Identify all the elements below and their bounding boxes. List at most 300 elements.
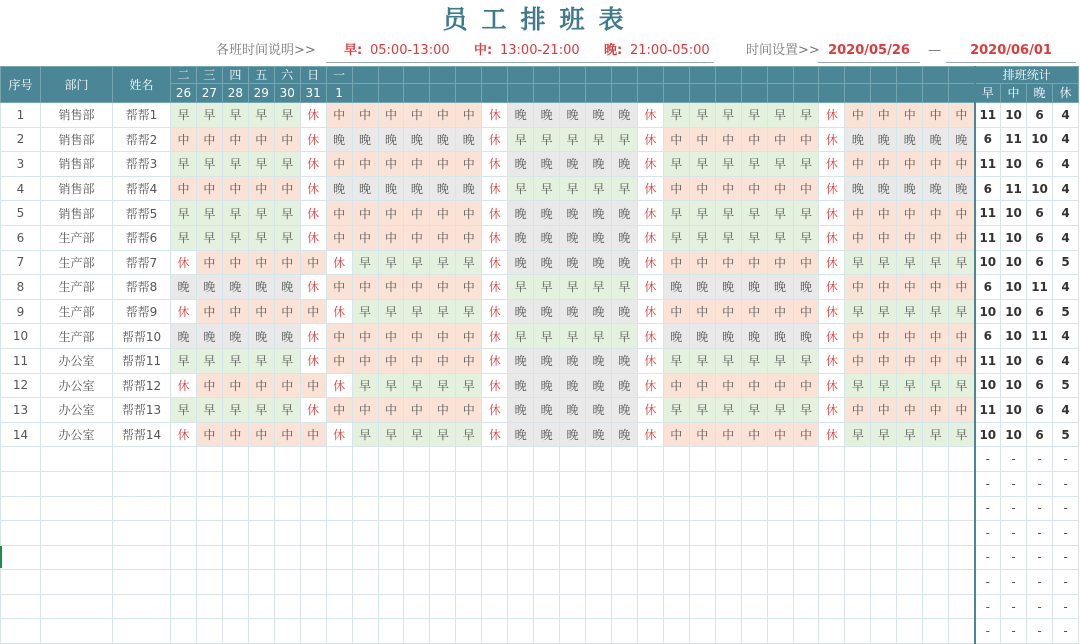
shift-cell[interactable]: 休 <box>482 127 508 152</box>
shift-cell[interactable]: 中 <box>352 324 378 349</box>
empty-cell[interactable] <box>300 521 326 546</box>
empty-cell[interactable] <box>1 496 41 521</box>
shift-cell[interactable]: 中 <box>326 398 352 423</box>
shift-cell[interactable]: 中 <box>715 250 741 275</box>
empty-cell[interactable] <box>456 545 482 570</box>
shift-cell[interactable]: 早 <box>767 348 793 373</box>
empty-cell[interactable] <box>663 594 689 619</box>
shift-cell[interactable]: 休 <box>482 348 508 373</box>
empty-cell[interactable] <box>404 619 430 644</box>
empty-cell[interactable] <box>949 521 975 546</box>
shift-cell[interactable]: 中 <box>871 398 897 423</box>
shift-cell[interactable]: 中 <box>326 225 352 250</box>
empty-cell[interactable] <box>274 496 300 521</box>
empty-cell[interactable] <box>41 447 113 472</box>
shift-cell[interactable]: 晚 <box>949 127 975 152</box>
empty-cell[interactable] <box>819 471 845 496</box>
shift-cell[interactable]: 中 <box>404 103 430 128</box>
empty-cell[interactable] <box>793 570 819 595</box>
shift-cell[interactable]: 晚 <box>560 398 586 423</box>
shift-cell[interactable]: 晚 <box>611 201 637 226</box>
shift-cell[interactable]: 晚 <box>586 250 612 275</box>
shift-cell[interactable]: 早 <box>611 127 637 152</box>
empty-cell[interactable] <box>352 619 378 644</box>
shift-cell[interactable]: 早 <box>352 299 378 324</box>
empty-cell[interactable] <box>663 521 689 546</box>
shift-cell[interactable]: 中 <box>897 398 923 423</box>
shift-cell[interactable]: 早 <box>196 225 222 250</box>
shift-cell[interactable]: 中 <box>767 127 793 152</box>
empty-cell[interactable] <box>534 521 560 546</box>
shift-cell[interactable]: 休 <box>819 324 845 349</box>
shift-cell[interactable]: 中 <box>352 225 378 250</box>
shift-cell[interactable]: 中 <box>871 225 897 250</box>
shift-cell[interactable]: 晚 <box>897 176 923 201</box>
shift-cell[interactable]: 中 <box>404 324 430 349</box>
shift-cell[interactable]: 早 <box>352 373 378 398</box>
shift-cell[interactable]: 早 <box>715 225 741 250</box>
empty-cell[interactable] <box>845 619 871 644</box>
shift-cell[interactable]: 晚 <box>611 250 637 275</box>
shift-cell[interactable]: 休 <box>637 373 663 398</box>
shift-cell[interactable]: 中 <box>430 324 456 349</box>
empty-cell[interactable] <box>586 545 612 570</box>
shift-cell[interactable]: 中 <box>897 324 923 349</box>
shift-cell[interactable]: 中 <box>923 103 949 128</box>
end-date-field[interactable]: 2020/06/01 <box>946 40 1076 63</box>
shift-cell[interactable]: 晚 <box>871 176 897 201</box>
empty-cell[interactable] <box>560 496 586 521</box>
empty-cell[interactable] <box>637 496 663 521</box>
shift-cell[interactable]: 晚 <box>534 422 560 447</box>
shift-cell[interactable]: 早 <box>586 275 612 300</box>
shift-cell[interactable]: 中 <box>300 299 326 324</box>
empty-cell[interactable] <box>871 619 897 644</box>
empty-cell[interactable] <box>689 521 715 546</box>
shift-cell[interactable]: 中 <box>949 324 975 349</box>
empty-cell[interactable] <box>113 521 171 546</box>
shift-cell[interactable]: 中 <box>767 250 793 275</box>
empty-cell[interactable] <box>741 594 767 619</box>
shift-cell[interactable]: 中 <box>404 201 430 226</box>
shift-cell[interactable]: 中 <box>741 299 767 324</box>
empty-cell[interactable] <box>534 594 560 619</box>
shift-cell[interactable]: 晚 <box>586 348 612 373</box>
shift-cell[interactable]: 中 <box>430 152 456 177</box>
shift-cell[interactable]: 休 <box>637 324 663 349</box>
empty-cell[interactable] <box>300 447 326 472</box>
empty-cell[interactable] <box>456 619 482 644</box>
shift-cell[interactable]: 晚 <box>508 299 534 324</box>
shift-cell[interactable]: 早 <box>274 201 300 226</box>
shift-cell[interactable]: 中 <box>404 152 430 177</box>
empty-cell[interactable] <box>378 496 404 521</box>
shift-cell[interactable]: 中 <box>300 250 326 275</box>
shift-cell[interactable]: 中 <box>923 398 949 423</box>
empty-cell[interactable] <box>196 496 222 521</box>
empty-cell[interactable] <box>378 570 404 595</box>
empty-cell[interactable] <box>611 570 637 595</box>
shift-cell[interactable]: 休 <box>482 422 508 447</box>
empty-cell[interactable] <box>1 521 41 546</box>
shift-cell[interactable]: 中 <box>352 348 378 373</box>
shift-cell[interactable]: 晚 <box>663 275 689 300</box>
empty-cell[interactable] <box>715 471 741 496</box>
shift-cell[interactable]: 中 <box>897 152 923 177</box>
shift-cell[interactable]: 早 <box>663 103 689 128</box>
empty-cell[interactable] <box>637 570 663 595</box>
shift-cell[interactable]: 早 <box>404 250 430 275</box>
empty-cell[interactable] <box>560 545 586 570</box>
shift-cell[interactable]: 休 <box>300 225 326 250</box>
empty-cell[interactable] <box>715 496 741 521</box>
shift-cell[interactable]: 早 <box>560 127 586 152</box>
empty-cell[interactable] <box>171 594 197 619</box>
shift-cell[interactable]: 早 <box>248 201 274 226</box>
shift-cell[interactable]: 中 <box>663 373 689 398</box>
shift-cell[interactable]: 早 <box>171 201 197 226</box>
shift-cell[interactable]: 中 <box>845 324 871 349</box>
shift-cell[interactable]: 中 <box>767 373 793 398</box>
shift-cell[interactable]: 早 <box>923 373 949 398</box>
shift-cell[interactable]: 晚 <box>430 127 456 152</box>
empty-cell[interactable] <box>1 545 41 570</box>
empty-cell[interactable] <box>793 594 819 619</box>
shift-cell[interactable]: 早 <box>222 348 248 373</box>
shift-cell[interactable]: 早 <box>871 422 897 447</box>
shift-cell[interactable]: 中 <box>248 250 274 275</box>
empty-cell[interactable] <box>897 594 923 619</box>
shift-cell[interactable]: 早 <box>871 373 897 398</box>
shift-cell[interactable]: 中 <box>897 348 923 373</box>
empty-cell[interactable] <box>767 594 793 619</box>
empty-cell[interactable] <box>430 545 456 570</box>
shift-cell[interactable]: 休 <box>819 201 845 226</box>
shift-cell[interactable]: 中 <box>793 422 819 447</box>
empty-cell[interactable] <box>689 570 715 595</box>
shift-cell[interactable]: 中 <box>196 127 222 152</box>
shift-cell[interactable]: 晚 <box>586 225 612 250</box>
shift-cell[interactable]: 中 <box>352 398 378 423</box>
empty-cell[interactable] <box>378 619 404 644</box>
shift-cell[interactable]: 晚 <box>560 299 586 324</box>
shift-cell[interactable]: 晚 <box>508 373 534 398</box>
shift-cell[interactable]: 早 <box>689 225 715 250</box>
shift-cell[interactable]: 晚 <box>560 225 586 250</box>
shift-cell[interactable]: 晚 <box>586 422 612 447</box>
shift-cell[interactable]: 中 <box>897 275 923 300</box>
shift-cell[interactable]: 休 <box>637 299 663 324</box>
shift-cell[interactable]: 晚 <box>689 275 715 300</box>
empty-cell[interactable] <box>326 619 352 644</box>
shift-cell[interactable]: 早 <box>196 348 222 373</box>
empty-cell[interactable] <box>404 496 430 521</box>
shift-cell[interactable]: 早 <box>352 250 378 275</box>
empty-cell[interactable] <box>923 496 949 521</box>
empty-cell[interactable] <box>378 545 404 570</box>
shift-cell[interactable]: 早 <box>767 225 793 250</box>
empty-cell[interactable] <box>430 447 456 472</box>
shift-cell[interactable]: 早 <box>248 103 274 128</box>
shift-cell[interactable]: 早 <box>741 348 767 373</box>
empty-cell[interactable] <box>508 545 534 570</box>
shift-cell[interactable]: 晚 <box>508 103 534 128</box>
empty-cell[interactable] <box>897 545 923 570</box>
shift-cell[interactable]: 早 <box>534 275 560 300</box>
shift-cell[interactable]: 中 <box>274 299 300 324</box>
shift-cell[interactable]: 中 <box>274 250 300 275</box>
shift-cell[interactable]: 中 <box>430 225 456 250</box>
empty-cell[interactable] <box>845 447 871 472</box>
shift-cell[interactable]: 中 <box>300 422 326 447</box>
shift-cell[interactable]: 早 <box>611 176 637 201</box>
empty-cell[interactable] <box>300 594 326 619</box>
empty-cell[interactable] <box>352 496 378 521</box>
shift-cell[interactable]: 早 <box>248 398 274 423</box>
empty-cell[interactable] <box>222 471 248 496</box>
shift-cell[interactable]: 早 <box>845 422 871 447</box>
shift-cell[interactable]: 早 <box>793 152 819 177</box>
empty-cell[interactable] <box>741 570 767 595</box>
shift-cell[interactable]: 中 <box>715 373 741 398</box>
shift-cell[interactable]: 晚 <box>560 422 586 447</box>
shift-cell[interactable]: 早 <box>378 299 404 324</box>
shift-cell[interactable]: 晚 <box>715 275 741 300</box>
shift-cell[interactable]: 休 <box>326 250 352 275</box>
shift-cell[interactable]: 晚 <box>586 103 612 128</box>
shift-cell[interactable]: 中 <box>300 373 326 398</box>
shift-cell[interactable]: 早 <box>741 398 767 423</box>
shift-cell[interactable]: 早 <box>430 422 456 447</box>
shift-cell[interactable]: 中 <box>923 152 949 177</box>
shift-cell[interactable]: 晚 <box>378 127 404 152</box>
shift-cell[interactable]: 中 <box>430 348 456 373</box>
empty-cell[interactable] <box>378 594 404 619</box>
empty-cell[interactable] <box>41 619 113 644</box>
shift-cell[interactable]: 中 <box>404 275 430 300</box>
shift-cell[interactable]: 晚 <box>508 348 534 373</box>
empty-cell[interactable] <box>949 447 975 472</box>
shift-cell[interactable]: 晚 <box>611 422 637 447</box>
empty-cell[interactable] <box>663 496 689 521</box>
shift-cell[interactable]: 中 <box>663 176 689 201</box>
shift-cell[interactable]: 晚 <box>508 201 534 226</box>
start-date-field[interactable]: 2020/05/26 <box>818 40 920 63</box>
empty-cell[interactable] <box>171 471 197 496</box>
shift-cell[interactable]: 休 <box>482 250 508 275</box>
shift-cell[interactable]: 休 <box>637 348 663 373</box>
empty-cell[interactable] <box>41 521 113 546</box>
shift-cell[interactable]: 早 <box>663 398 689 423</box>
shift-cell[interactable]: 休 <box>819 373 845 398</box>
shift-cell[interactable]: 中 <box>741 422 767 447</box>
empty-cell[interactable] <box>113 447 171 472</box>
shift-cell[interactable]: 休 <box>637 398 663 423</box>
shift-cell[interactable]: 早 <box>923 422 949 447</box>
shift-cell[interactable]: 休 <box>819 152 845 177</box>
shift-cell[interactable]: 休 <box>482 373 508 398</box>
empty-cell[interactable] <box>611 471 637 496</box>
shift-cell[interactable]: 晚 <box>586 373 612 398</box>
empty-cell[interactable] <box>508 471 534 496</box>
empty-cell[interactable] <box>767 545 793 570</box>
shift-cell[interactable]: 中 <box>793 299 819 324</box>
shift-cell[interactable]: 早 <box>171 225 197 250</box>
shift-cell[interactable]: 晚 <box>845 127 871 152</box>
shift-cell[interactable]: 中 <box>767 299 793 324</box>
shift-cell[interactable]: 晚 <box>248 275 274 300</box>
shift-cell[interactable]: 中 <box>949 348 975 373</box>
empty-cell[interactable] <box>248 594 274 619</box>
shift-cell[interactable]: 中 <box>222 127 248 152</box>
shift-cell[interactable]: 早 <box>378 250 404 275</box>
empty-cell[interactable] <box>560 471 586 496</box>
empty-cell[interactable] <box>482 447 508 472</box>
empty-cell[interactable] <box>274 619 300 644</box>
empty-cell[interactable] <box>248 496 274 521</box>
shift-cell[interactable]: 中 <box>689 176 715 201</box>
empty-cell[interactable] <box>767 471 793 496</box>
shift-cell[interactable]: 晚 <box>793 275 819 300</box>
shift-cell[interactable]: 早 <box>897 250 923 275</box>
empty-cell[interactable] <box>689 545 715 570</box>
empty-cell[interactable] <box>171 496 197 521</box>
shift-cell[interactable]: 晚 <box>560 373 586 398</box>
empty-cell[interactable] <box>113 545 171 570</box>
shift-cell[interactable]: 晚 <box>767 324 793 349</box>
shift-cell[interactable]: 早 <box>248 152 274 177</box>
empty-cell[interactable] <box>897 570 923 595</box>
shift-cell[interactable]: 晚 <box>248 324 274 349</box>
empty-cell[interactable] <box>949 471 975 496</box>
shift-cell[interactable]: 中 <box>663 127 689 152</box>
shift-cell[interactable]: 中 <box>845 225 871 250</box>
shift-cell[interactable]: 中 <box>430 398 456 423</box>
empty-cell[interactable] <box>819 545 845 570</box>
shift-cell[interactable]: 晚 <box>274 275 300 300</box>
shift-cell[interactable]: 早 <box>534 176 560 201</box>
empty-cell[interactable] <box>326 471 352 496</box>
empty-cell[interactable] <box>430 570 456 595</box>
empty-cell[interactable] <box>767 570 793 595</box>
empty-cell[interactable] <box>300 570 326 595</box>
shift-cell[interactable]: 休 <box>819 176 845 201</box>
empty-cell[interactable] <box>508 570 534 595</box>
shift-cell[interactable]: 中 <box>378 152 404 177</box>
shift-cell[interactable]: 中 <box>715 127 741 152</box>
empty-cell[interactable] <box>196 447 222 472</box>
empty-cell[interactable] <box>767 619 793 644</box>
shift-cell[interactable]: 早 <box>274 152 300 177</box>
shift-cell[interactable]: 早 <box>871 250 897 275</box>
empty-cell[interactable] <box>248 545 274 570</box>
empty-cell[interactable] <box>41 594 113 619</box>
shift-cell[interactable]: 中 <box>663 299 689 324</box>
shift-cell[interactable]: 中 <box>248 373 274 398</box>
shift-cell[interactable]: 早 <box>196 398 222 423</box>
shift-cell[interactable]: 中 <box>923 225 949 250</box>
shift-cell[interactable]: 早 <box>222 201 248 226</box>
shift-cell[interactable]: 早 <box>560 176 586 201</box>
shift-cell[interactable]: 休 <box>819 127 845 152</box>
empty-cell[interactable] <box>352 594 378 619</box>
empty-cell[interactable] <box>663 545 689 570</box>
empty-cell[interactable] <box>456 496 482 521</box>
empty-cell[interactable] <box>819 447 845 472</box>
shift-cell[interactable]: 中 <box>274 176 300 201</box>
empty-cell[interactable] <box>715 570 741 595</box>
empty-cell[interactable] <box>715 521 741 546</box>
empty-cell[interactable] <box>793 545 819 570</box>
empty-cell[interactable] <box>586 570 612 595</box>
shift-cell[interactable]: 早 <box>274 348 300 373</box>
shift-cell[interactable]: 晚 <box>534 299 560 324</box>
empty-cell[interactable] <box>171 521 197 546</box>
shift-cell[interactable]: 早 <box>378 422 404 447</box>
shift-cell[interactable]: 中 <box>845 152 871 177</box>
shift-cell[interactable]: 休 <box>637 201 663 226</box>
empty-cell[interactable] <box>923 594 949 619</box>
empty-cell[interactable] <box>923 545 949 570</box>
empty-cell[interactable] <box>378 447 404 472</box>
shift-cell[interactable]: 早 <box>689 103 715 128</box>
empty-cell[interactable] <box>171 619 197 644</box>
empty-cell[interactable] <box>637 545 663 570</box>
empty-cell[interactable] <box>871 496 897 521</box>
empty-cell[interactable] <box>1 570 41 595</box>
shift-cell[interactable]: 晚 <box>430 176 456 201</box>
empty-cell[interactable] <box>248 447 274 472</box>
empty-cell[interactable] <box>508 521 534 546</box>
shift-cell[interactable]: 晚 <box>611 348 637 373</box>
shift-cell[interactable]: 中 <box>404 225 430 250</box>
shift-cell[interactable]: 中 <box>456 201 482 226</box>
shift-cell[interactable]: 早 <box>171 103 197 128</box>
shift-cell[interactable]: 早 <box>793 201 819 226</box>
shift-cell[interactable]: 晚 <box>611 299 637 324</box>
empty-cell[interactable] <box>845 496 871 521</box>
empty-cell[interactable] <box>534 570 560 595</box>
shift-cell[interactable]: 早 <box>949 299 975 324</box>
empty-cell[interactable] <box>897 471 923 496</box>
empty-cell[interactable] <box>534 619 560 644</box>
shift-cell[interactable]: 晚 <box>534 225 560 250</box>
shift-cell[interactable]: 休 <box>171 373 197 398</box>
shift-cell[interactable]: 晚 <box>404 127 430 152</box>
shift-cell[interactable]: 中 <box>378 348 404 373</box>
empty-cell[interactable] <box>508 619 534 644</box>
empty-cell[interactable] <box>637 447 663 472</box>
shift-cell[interactable]: 休 <box>819 422 845 447</box>
shift-cell[interactable]: 中 <box>196 299 222 324</box>
empty-cell[interactable] <box>871 471 897 496</box>
shift-cell[interactable]: 中 <box>949 398 975 423</box>
empty-cell[interactable] <box>793 521 819 546</box>
empty-cell[interactable] <box>326 447 352 472</box>
shift-cell[interactable]: 早 <box>560 324 586 349</box>
empty-cell[interactable] <box>113 471 171 496</box>
shift-cell[interactable]: 中 <box>663 250 689 275</box>
shift-cell[interactable]: 早 <box>715 152 741 177</box>
shift-cell[interactable]: 早 <box>274 225 300 250</box>
shift-cell[interactable]: 晚 <box>534 201 560 226</box>
shift-cell[interactable]: 早 <box>741 152 767 177</box>
shift-cell[interactable]: 中 <box>222 299 248 324</box>
shift-cell[interactable]: 中 <box>404 398 430 423</box>
empty-cell[interactable] <box>793 619 819 644</box>
shift-cell[interactable]: 中 <box>196 250 222 275</box>
shift-cell[interactable]: 休 <box>300 201 326 226</box>
